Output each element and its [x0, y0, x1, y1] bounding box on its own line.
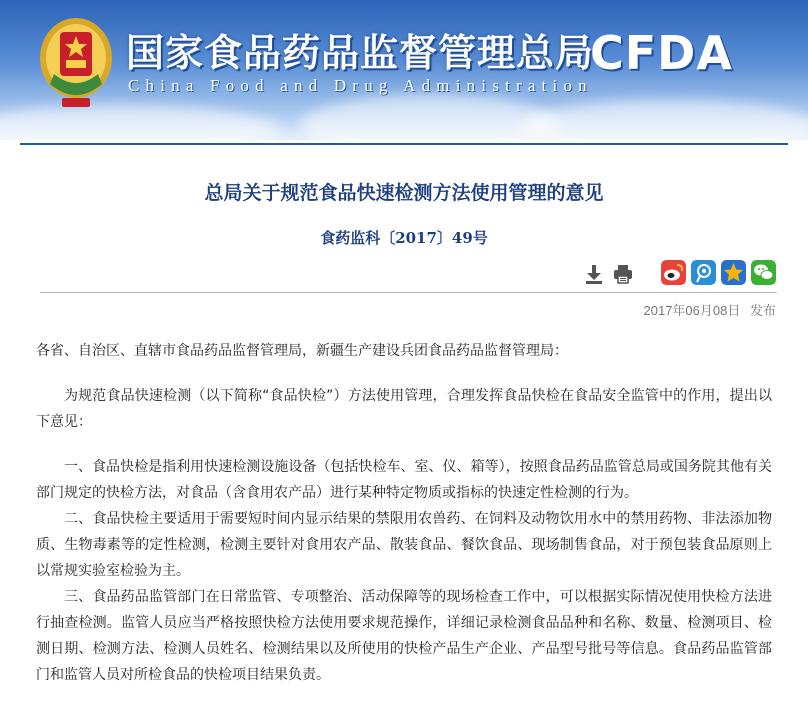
printer-icon[interactable] — [612, 263, 634, 285]
document-number: 食药监科〔2017〕49号 — [320, 229, 488, 247]
publish-date: 2017年06月08日 — [643, 303, 741, 318]
title-divider — [40, 292, 777, 293]
download-icon[interactable] — [583, 263, 605, 285]
article-title: 总局关于规范食品快速检测方法使用管理的意见 — [204, 182, 604, 204]
salutation: 各省、自治区、直辖市食品药品监督管理局，新疆生产建设兵团食品药品监督管理局： — [36, 343, 568, 359]
article-body — [36, 338, 772, 688]
banner-cloud — [300, 95, 560, 140]
qzone-star-icon[interactable] — [721, 260, 746, 285]
banner-cloud — [0, 105, 280, 140]
tencent-weibo-icon[interactable] — [691, 260, 716, 285]
wechat-icon[interactable] — [751, 260, 776, 285]
header-banner — [0, 0, 808, 140]
body-paragraph: 三、食品药品监管部门在日常监管、专项整治、活动保障等的现场检查工作中，可以根据实际情况使用快检方法进行抽查检测。监管人员应当严格按照快检方法使用要求规范操作，详细记录检测食品品种和名称、数量、检测项目、检测日期、检测方法、检测人员姓名、检测结果以及所使用的快检产品生产企业、产品型号批号等信息。食品药品监管部门和监管人员对所检食品的快检项目结果负责。 — [36, 589, 772, 683]
publish-info — [644, 300, 776, 319]
weibo-icon[interactable] — [661, 260, 686, 285]
intro-paragraph: 为规范食品快速检测（以下简称“食品快检”）方法使用管理，合理发挥食品快检在食品安全监管中的作用，提出以下意见： — [36, 388, 772, 430]
publish-label: 发布 — [749, 303, 776, 318]
cfda-logo: CFDA — [590, 26, 733, 80]
banner-cloud — [520, 100, 808, 140]
agency-name-en: China Food and Drug Administration — [128, 76, 593, 95]
body-paragraph: 二、食品快检主要适用于需要短时间内显示结果的禁限用农兽药、在饲料及动物饮用水中的禁用药物、非法添加物质、生物毒素等的定性检测，检测主要针对食用农产品、散装食品、餐饮食品、现场制售食品，对于预包装食品原则上以常规实验室检验为主。 — [36, 511, 772, 579]
body-paragraph: 一、食品快检是指利用快速检测设施设备（包括快检车、室、仪、箱等），按照食品药品监管总局或国务院其他有关部门规定的快检方法，对食品（含食用农产品）进行某种特定物质或指标的快速定性检测的行为。 — [36, 459, 772, 501]
header-divider — [20, 143, 788, 145]
agency-emblem-icon — [36, 14, 116, 110]
agency-name-cn: 国家食品药品监督管理总局 — [126, 30, 595, 75]
